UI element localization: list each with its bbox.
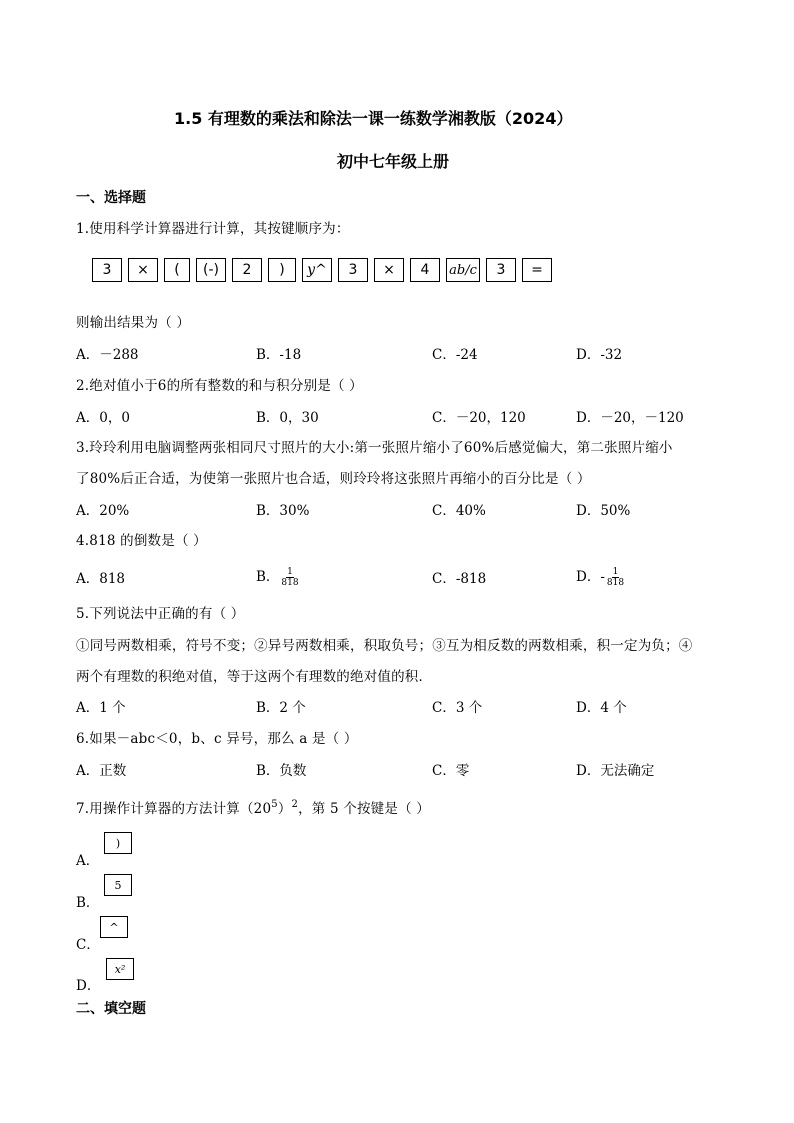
section-heading-fill: 二、填空题 xyxy=(76,1001,146,1017)
q7-stem-mid: ） xyxy=(277,801,292,817)
key-power: y^ xyxy=(302,258,332,282)
q7-stem-post: ，第 5 个按键是（ ） xyxy=(298,801,430,817)
q4-option-d-label: D．- xyxy=(576,569,605,585)
key-negative: (-) xyxy=(196,258,226,282)
q3-option-a: A．20% xyxy=(76,503,130,519)
q5-option-a: A．1 个 xyxy=(76,700,126,716)
q3-option-d: D．50% xyxy=(576,503,631,519)
q4-option-c: C．-818 xyxy=(432,571,487,587)
question-3-line2: 了80%后正合适，为使第一张照片也合适，则玲玲将这张照片再缩小的百分比是（ ） xyxy=(76,471,591,487)
question-7-stem xyxy=(76,797,430,817)
calculator-key-sequence xyxy=(92,258,552,282)
q7-superscript-2: 2 xyxy=(291,799,299,810)
key-2: 2 xyxy=(232,258,262,282)
q5-option-b: B．2 个 xyxy=(256,700,306,716)
page-title: 1.5 有理数的乘法和除法一课一练数学湘教版（2024） xyxy=(174,109,573,128)
q2-option-a: A．0，0 xyxy=(76,410,130,426)
question-2-stem: 2.绝对值小于6的所有整数的和与积分别是（ ） xyxy=(76,378,363,394)
key-3: 3 xyxy=(92,258,122,282)
q7-option-b: B． xyxy=(76,895,100,911)
q6-option-d: D．无法确定 xyxy=(576,763,655,779)
key-fraction: ab/c xyxy=(446,258,480,282)
q2-option-d: D．－20，－120 xyxy=(576,410,684,426)
q7-key-5: 5 xyxy=(104,874,132,896)
question-6-stem: 6.如果－abc＜0，b、c 异号，那么 a 是（ ） xyxy=(76,731,358,747)
q1-option-b: B．-18 xyxy=(256,347,302,363)
page-subtitle: 初中七年级上册 xyxy=(337,152,450,171)
fraction-numerator: 1 xyxy=(287,567,293,577)
q7-key-right-paren: ) xyxy=(104,832,132,854)
q4-fraction-d xyxy=(607,567,624,588)
q1-option-c: C．-24 xyxy=(432,347,478,363)
key-right-paren: ) xyxy=(268,258,296,282)
question-5-line2: 两个有理数的积绝对值，等于这两个有理数的绝对值的积． xyxy=(76,669,433,685)
fraction-denominator: 818 xyxy=(606,578,625,588)
q3-option-b: B．30% xyxy=(256,503,310,519)
q7-option-c: C． xyxy=(76,937,100,953)
q7-stem-pre: 7.用操作计算器的方法计算（20 xyxy=(76,801,272,817)
q4-option-d xyxy=(576,565,624,588)
question-1-result: 则输出结果为（ ） xyxy=(76,315,191,331)
q6-option-a: A．正数 xyxy=(76,763,127,779)
key-equals: = xyxy=(522,258,552,282)
q7-option-d: D． xyxy=(76,978,101,994)
q7-option-a: A． xyxy=(76,853,100,869)
q2-option-b: B．0，30 xyxy=(256,410,319,426)
q2-option-c: C．－20，120 xyxy=(432,410,526,426)
q4-option-b-label: B． xyxy=(256,569,280,585)
key-4: 4 xyxy=(410,258,440,282)
q5-option-c: C．3 个 xyxy=(432,700,483,716)
question-5-line1: ①同号两数相乘，符号不变；②异号两数相乘，积取负号；③互为相反数的两数相乘，积一定为负；④ xyxy=(76,638,693,654)
q6-option-b: B．负数 xyxy=(256,763,307,779)
q6-option-c: C．零 xyxy=(432,763,470,779)
question-3-line1: 3.玲玲利用电脑调整两张相同尺寸照片的大小:第一张照片缩小了60%后感觉偏大，第二张照片缩小 xyxy=(76,440,673,456)
fraction-numerator: 1 xyxy=(612,567,619,577)
q4-option-b xyxy=(256,565,299,588)
q1-option-d: D．-32 xyxy=(576,347,623,363)
key-multiply: × xyxy=(128,258,158,282)
key-left-paren: ( xyxy=(164,258,190,282)
question-4-stem: 4.818 的倒数是（ ） xyxy=(76,533,207,549)
key-3c: 3 xyxy=(486,258,516,282)
section-heading-choice: 一、选择题 xyxy=(76,190,146,206)
key-3b: 3 xyxy=(338,258,368,282)
q4-fraction-b xyxy=(281,567,298,588)
question-1-stem: 1.使用科学计算器进行计算，其按键顺序为： xyxy=(76,221,350,237)
q3-option-c: C．40% xyxy=(432,503,486,519)
q5-option-d: D．4 个 xyxy=(576,700,627,716)
q7-key-caret: ^ xyxy=(100,916,128,938)
q7-key-x-squared: x² xyxy=(106,958,134,980)
question-5-stem: 5.下列说法中正确的有（ ） xyxy=(76,606,245,622)
fraction-denominator: 818 xyxy=(281,578,299,588)
q7-superscript-1: 5 xyxy=(271,799,278,810)
q4-option-a: A．818 xyxy=(76,571,126,587)
key-multiply-b: × xyxy=(374,258,404,282)
q1-option-a: A．－288 xyxy=(76,347,139,363)
